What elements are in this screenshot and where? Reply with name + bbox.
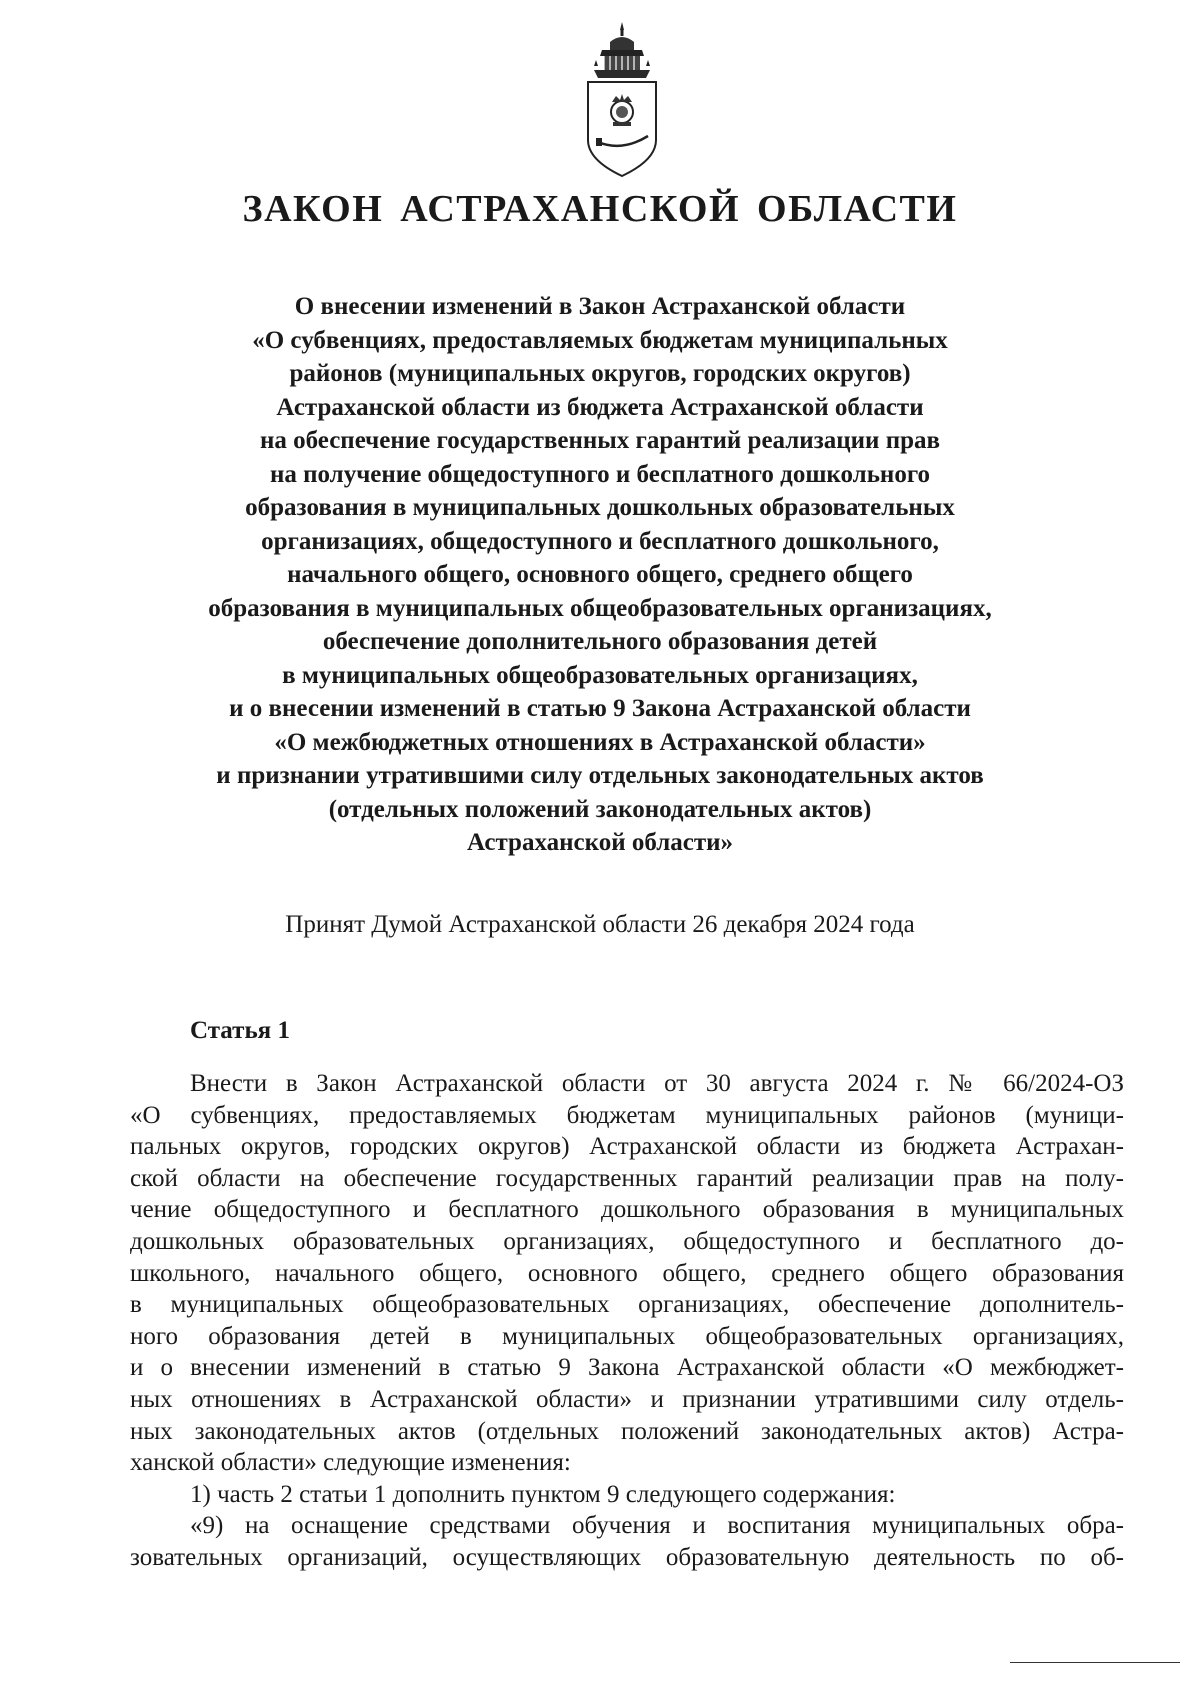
subtitle-line: образования в муниципальных дошкольных образовательных	[245, 494, 955, 521]
body-line: 1) часть 2 статьи 1 дополнить пунктом 9 следующего содержания:	[190, 1480, 896, 1508]
body-line: ных отношениях в Астраханской области» и признании утратившими силу отдель-	[130, 1385, 1124, 1413]
law-title: ЗАКОН АСТРАХАНСКОЙ ОБЛАСТИ	[242, 188, 958, 230]
subtitle-line: Астраханской области»	[466, 829, 734, 856]
adoption-statement: Принят Думой Астраханской области 26 декабря 2024 года	[285, 911, 915, 938]
law-subtitle	[120, 290, 1080, 860]
body-line: и о внесении изменений в статью 9 Закона Астраханской области «О межбюджет-	[130, 1354, 1124, 1382]
footer-rule	[1010, 1662, 1180, 1663]
body-line: ской области на обеспечение государственных гарантий реализации прав на полу-	[130, 1164, 1124, 1192]
subtitle-line: и о внесении изменений в статью 9 Закона Астраханской области	[229, 695, 971, 722]
body-line: школьного, начального общего, основного общего, среднего общего образования	[130, 1259, 1124, 1287]
subtitle-line: (отдельных положений законодательных актов)	[328, 795, 872, 823]
subtitle-line: обеспечение дополнительного образования детей	[322, 628, 878, 655]
subtitle-line: на обеспечение государственных гарантий реализации прав	[259, 427, 941, 454]
subtitle-line: «О субвенциях, предоставляемых бюджетам муниципальных	[252, 326, 948, 354]
subtitle-line: образования в муниципальных общеобразовательных организациях,	[208, 594, 992, 622]
subtitle-line: и признании утратившими силу отдельных законодательных актов	[216, 762, 984, 789]
body-line: ного образования детей в муниципальных общеобразовательных организациях,	[130, 1322, 1124, 1350]
subtitle-line: Астраханской области из бюджета Астраханской области	[276, 393, 924, 421]
body-line: «О субвенциях, предоставляемых бюджетам муниципальных районов (муници-	[130, 1101, 1124, 1129]
body-line: Внести в Закон Астраханской области от 30 августа 2024 г. № 66/2024-ОЗ	[190, 1070, 1124, 1097]
subtitle-line: организациях, общедоступного и бесплатного дошкольного,	[261, 527, 939, 555]
body-line: ханской области» следующие изменения:	[130, 1449, 571, 1477]
body-line: чение общедоступного и бесплатного дошкольного образования в муниципальных	[130, 1196, 1124, 1224]
body-line: «9) на оснащение средствами обучения и воспитания муниципальных обра-	[190, 1512, 1124, 1540]
subtitle-line: О внесении изменений в Закон Астраханской области	[294, 293, 906, 320]
subtitle-line: на получение общедоступного и бесплатного дошкольного	[269, 460, 931, 488]
subtitle-line: «О межбюджетных отношениях в Астраханской области»	[274, 728, 926, 756]
coat-of-arms-icon	[580, 20, 664, 180]
article-heading: Статья 1	[190, 1017, 290, 1044]
subtitle-line: районов (муниципальных округов, городских округов)	[289, 360, 911, 387]
subtitle-line: в муниципальных общеобразовательных организациях,	[282, 661, 918, 689]
subtitle-line: начального общего, основного общего, среднего общего	[287, 561, 913, 588]
body-line: дошкольных образовательных организациях, общедоступного и бесплатного до-	[130, 1227, 1124, 1255]
body-line: в муниципальных общеобразовательных организациях, обеспечение дополнитель-	[130, 1291, 1124, 1319]
article-body	[130, 1068, 1124, 1574]
body-line: пальных округов, городских округов) Астраханской области из бюджета Астрахан-	[130, 1133, 1124, 1161]
body-line: зовательных организаций, осуществляющих образовательную деятельность по об-	[130, 1543, 1124, 1571]
body-line: ных законодательных актов (отдельных положений законодательных актов) Астра-	[130, 1417, 1124, 1445]
